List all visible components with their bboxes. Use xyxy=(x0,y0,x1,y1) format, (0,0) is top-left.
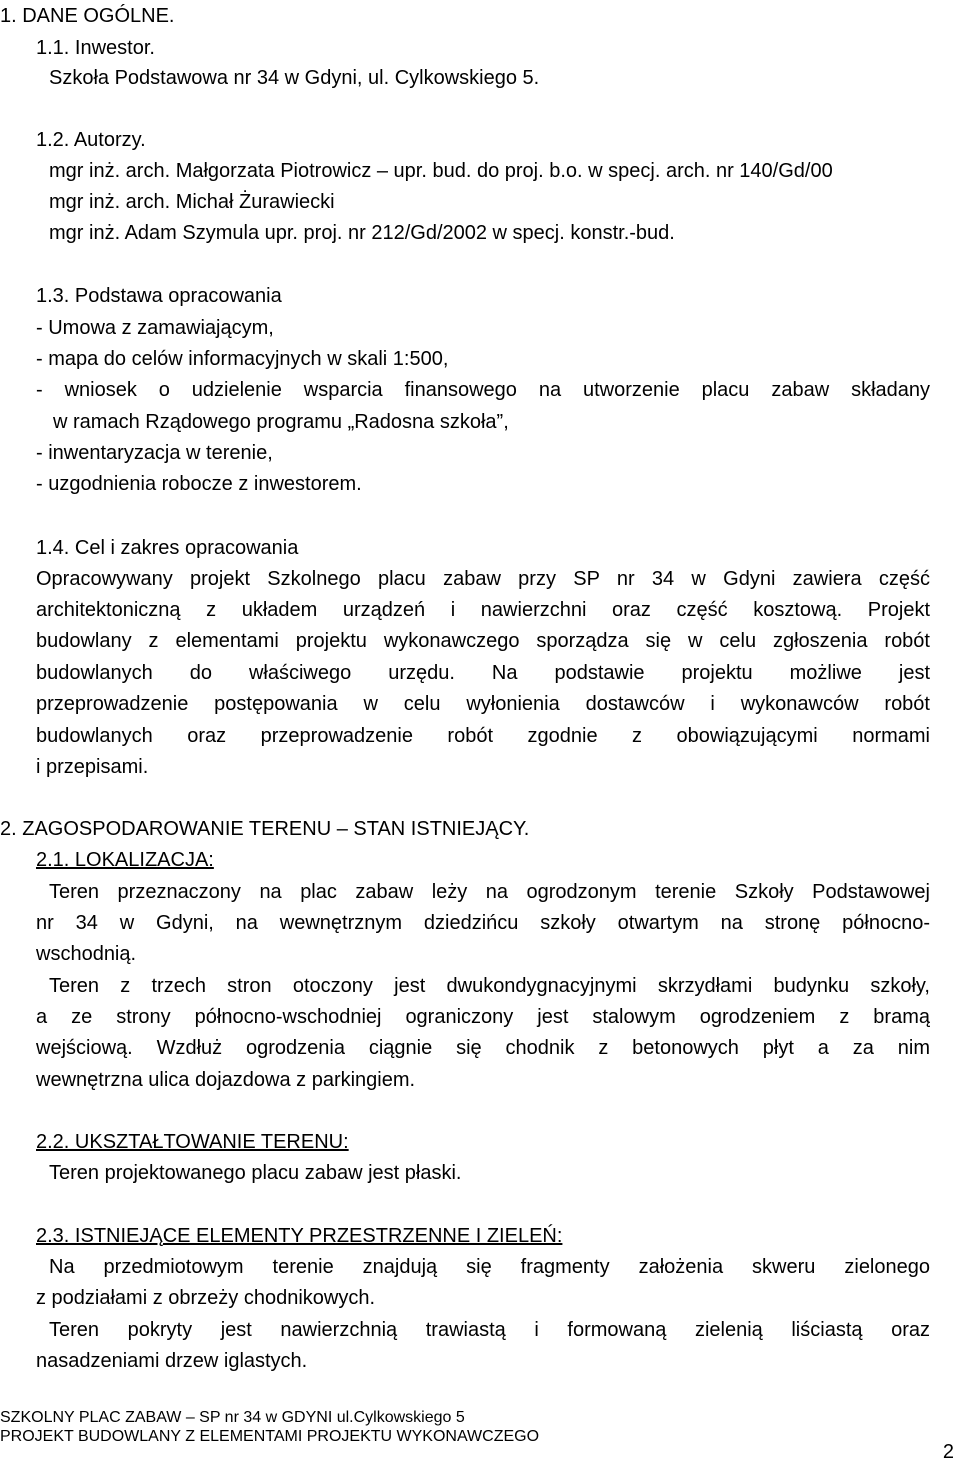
location-line: nr 34 w Gdyni, na wewnętrznym dziedzińcu szkoły otwartym na stronę północno- xyxy=(36,912,930,934)
page-number: 2 xyxy=(942,1441,954,1463)
existing-elements-line: Na przedmiotowym terenie znajdują się fragmenty założenia skweru zielonego xyxy=(49,1256,930,1278)
location-heading: 2.1. LOKALIZACJA: xyxy=(36,849,214,871)
author-line: mgr inż. arch. Małgorzata Piotrowicz – upr. bud. do proj. b.o. w specj. arch. nr 140/Gd/00 xyxy=(49,160,833,182)
existing-elements-line: Teren pokryty jest nawierzchnią trawiastą i formowaną zielenią liściastą oraz xyxy=(49,1319,930,1341)
location-line: wewnętrzna ulica dojazdowa z parkingiem. xyxy=(36,1069,416,1091)
existing-elements-line: z podziałami z obrzeży chodnikowych. xyxy=(36,1287,376,1309)
footer-project-title: SZKOLNY PLAC ZABAW – SP nr 34 w GDYNI ul.Cylkowskiego 5 xyxy=(0,1409,465,1426)
basis-item-continuation: w ramach Rządowego programu „Radosna szkoła”, xyxy=(53,411,509,433)
existing-elements-heading: 2.3. ISTNIEJĄCE ELEMENTY PRZESTRZENNE I ZIELEŃ: xyxy=(36,1225,563,1247)
author-line: mgr inż. arch. Michał Żurawiecki xyxy=(49,191,335,213)
scope-heading: 1.4. Cel i zakres opracowania xyxy=(36,537,299,559)
section-heading-zagospodarowanie: 2. ZAGOSPODAROWANIE TERENU – STAN ISTNIEJĄCY. xyxy=(0,818,530,840)
investor-text: Szkoła Podstawowa nr 34 w Gdyni, ul. Cylkowskiego 5. xyxy=(49,67,540,89)
location-line: a ze strony północno-wschodniej ograniczony jest stalowym ogrodzeniem z bramą xyxy=(36,1006,930,1028)
location-line: wejściową. Wzdłuż ogrodzenia ciągnie się chodnik z betonowych płyt a za nim xyxy=(36,1037,930,1059)
location-line: wschodnią. xyxy=(36,943,137,965)
location-line: Teren przeznaczony na plac zabaw leży na ogrodzonym terenie Szkoły Podstawowej xyxy=(49,881,930,903)
scope-line: budowlanych do właściwego urzędu. Na podstawie projektu możliwe jest xyxy=(36,662,930,684)
basis-item: - Umowa z zamawiającym, xyxy=(36,317,274,339)
scope-line: budowlany z elementami projektu wykonawczego sporządza się w celu zgłoszenia robót xyxy=(36,630,930,652)
existing-elements-line: nasadzeniami drzew iglastych. xyxy=(36,1350,308,1372)
scope-line: architektoniczną z układem urządzeń i nawierzchni oraz część kosztową. Projekt xyxy=(36,599,930,621)
terrain-shape-heading: 2.2. UKSZTAŁTOWANIE TERENU: xyxy=(36,1131,349,1153)
basis-item: - inwentaryzacja w terenie, xyxy=(36,442,273,464)
basis-item: - mapa do celów informacyjnych w skali 1:500, xyxy=(36,348,449,370)
basis-heading: 1.3. Podstawa opracowania xyxy=(36,285,282,307)
basis-item: - uzgodnienia robocze z inwestorem. xyxy=(36,473,362,495)
author-line: mgr inż. Adam Szymula upr. proj. nr 212/Gd/2002 w specj. konstr.-bud. xyxy=(49,222,675,244)
investor-heading: 1.1. Inwestor. xyxy=(36,37,155,59)
footer-project-type: PROJEKT BUDOWLANY Z ELEMENTAMI PROJEKTU WYKONAWCZEGO xyxy=(0,1428,540,1445)
scope-line: Opracowywany projekt Szkolnego placu zabaw przy SP nr 34 w Gdyni zawiera część xyxy=(36,568,930,590)
terrain-shape-text: Teren projektowanego placu zabaw jest płaski. xyxy=(49,1162,462,1184)
section-heading-dane-ogolne: 1. DANE OGÓLNE. xyxy=(0,5,175,27)
location-line: Teren z trzech stron otoczony jest dwukondygnacyjnymi skrzydłami budynku szkoły, xyxy=(49,975,930,997)
scope-line: i przepisami. xyxy=(36,756,149,778)
basis-item: - wniosek o udzielenie wsparcia finansowego na utworzenie placu zabaw składany xyxy=(36,379,930,401)
scope-line: budowlanych oraz przeprowadzenie robót zgodnie z obowiązującymi normami xyxy=(36,725,930,747)
scope-line: przeprowadzenie postępowania w celu wyłonienia dostawców i wykonawców robót xyxy=(36,693,930,715)
authors-heading: 1.2. Autorzy. xyxy=(36,129,146,151)
